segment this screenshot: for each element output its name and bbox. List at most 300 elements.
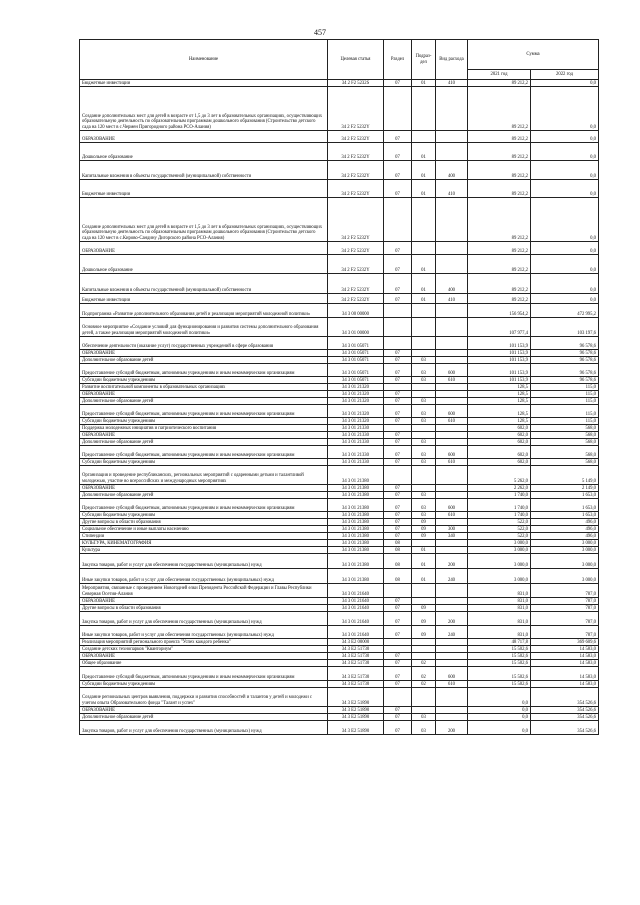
row-sum-2021: 15 502,6: [468, 653, 531, 660]
row-sum-2022: 496,0: [531, 533, 599, 540]
row-section: 08: [384, 540, 412, 547]
row-target-article: 34 3 01 21380: [328, 519, 384, 526]
row-expense-type: 240: [436, 569, 468, 584]
row-sum-2022: 354 526,6: [531, 688, 599, 707]
table-row: [80, 653, 599, 660]
table-body: [80, 80, 599, 735]
row-sum-2022: 3 000,0: [531, 540, 599, 547]
row-section: 07: [384, 714, 412, 721]
row-sum-2022: 115,0: [531, 418, 599, 425]
table-row: [80, 485, 599, 492]
row-target-article: 34 3 01 21640: [328, 626, 384, 639]
row-section: [384, 639, 412, 646]
row-target-article: 34 3 E2 51890: [328, 714, 384, 721]
row-sum-2021: 128,5: [468, 398, 531, 405]
row-subsection: [412, 466, 436, 485]
table-row: [80, 612, 599, 626]
row-sum-2022: 5 149,0: [531, 466, 599, 485]
row-expense-type: [436, 304, 468, 318]
row-expense-type: [436, 688, 468, 707]
row-section: 08: [384, 547, 412, 554]
row-subsection: 03: [412, 492, 436, 499]
row-section: 07: [384, 274, 412, 294]
row-sum-2021: 522,0: [468, 533, 531, 540]
row-sum-2022: 354 526,6: [531, 707, 599, 714]
row-section: 07: [384, 80, 412, 87]
table-row: [80, 681, 599, 688]
row-section: 07: [384, 131, 412, 143]
row-subsection: [412, 384, 436, 391]
row-target-article: 34 3 01 21640: [328, 584, 384, 598]
row-sum-2021: 3 000,0: [468, 554, 531, 569]
header-year-2022: 2022 год: [531, 70, 599, 80]
row-subsection: 09: [412, 533, 436, 540]
row-target-article: 34 3 01 05071: [328, 364, 384, 377]
row-target-article: 34 3 01 21380: [328, 547, 384, 554]
table-row: [80, 131, 599, 143]
row-sum-2021: 107 977,4: [468, 318, 531, 337]
row-sum-2022: 96 578,6: [531, 357, 599, 364]
row-expense-type: [436, 492, 468, 499]
row-sum-2022: 2 149,0: [531, 485, 599, 492]
row-subsection: 03: [412, 418, 436, 425]
row-sum-2021: 15 502,6: [468, 660, 531, 667]
row-subsection: 01: [412, 274, 436, 294]
row-expense-type: 600: [436, 499, 468, 512]
row-name: Субсидии бюджетным учреждениям: [80, 512, 328, 519]
row-target-article: 34 2 F2 5232Y: [328, 131, 384, 143]
row-subsection: 03: [412, 512, 436, 519]
row-expense-type: [436, 519, 468, 526]
row-section: 07: [384, 660, 412, 667]
row-subsection: 01: [412, 554, 436, 569]
row-sum-2022: 0,0: [531, 161, 599, 180]
row-section: 07: [384, 499, 412, 512]
row-name: Поддержка молодежных инициатив и патриотического воспитания: [80, 425, 328, 432]
row-sum-2021: 128,5: [468, 405, 531, 418]
row-sum-2021: 89 212,2: [468, 143, 531, 161]
row-name: Стипендии: [80, 533, 328, 540]
row-target-article: 34 3 01 21380: [328, 512, 384, 519]
table-row: [80, 499, 599, 512]
row-expense-type: [436, 198, 468, 242]
row-sum-2021: 89 212,2: [468, 161, 531, 180]
table-row: [80, 377, 599, 384]
table-row: [80, 721, 599, 735]
table-row: [80, 161, 599, 180]
row-expense-type: [436, 87, 468, 131]
row-subsection: [412, 350, 436, 357]
row-subsection: [412, 242, 436, 255]
table-row: [80, 626, 599, 639]
row-name: Общее образование: [80, 660, 328, 667]
row-subsection: 03: [412, 446, 436, 459]
row-section: 07: [384, 294, 412, 304]
row-sum-2022: 496,0: [531, 519, 599, 526]
row-sum-2022: 14 583,0: [531, 681, 599, 688]
table-row: [80, 707, 599, 714]
table-row: [80, 519, 599, 526]
row-target-article: 34 3 E2 51890: [328, 707, 384, 714]
row-name: Дополнительное образование детей: [80, 714, 328, 721]
row-name: Создание дополнительных мест для детей в возрасте от 1,5 до 3 лет в образовательных организациях, осуществляющих образовательную деятельность по образовательным программам дошкольного образования (Строительство детского сада на 120 мест в с.Кирово-Сандину Дигорского района РСО-Алания): [80, 198, 328, 242]
row-name: Предоставление субсидий бюджетным, автономным учреждениям и иным некоммерческим организациям: [80, 499, 328, 512]
row-name: Субсидии бюджетным учреждениям: [80, 377, 328, 384]
row-sum-2021: 831,0: [468, 584, 531, 598]
row-subsection: 03: [412, 721, 436, 735]
row-subsection: 03: [412, 364, 436, 377]
header-name: Наименование: [80, 40, 328, 80]
row-target-article: 34 2 F2 5232Y: [328, 87, 384, 131]
row-sum-2021: 0,0: [468, 707, 531, 714]
row-sum-2022: 568,0: [531, 446, 599, 459]
row-section: [384, 688, 412, 707]
row-sum-2022: 354 526,6: [531, 714, 599, 721]
row-section: 07: [384, 439, 412, 446]
row-target-article: 34 3 01 21320: [328, 405, 384, 418]
row-name: ОБРАЗОВАНИЕ: [80, 350, 328, 357]
row-name: Капитальные вложения в объекты государственной (муниципальной) собственности: [80, 161, 328, 180]
row-sum-2022: 0,0: [531, 294, 599, 304]
row-name: Субсидии бюджетным учреждениям: [80, 459, 328, 466]
row-name: Подпрограмма «Развитие дополнительного образования детей и реализация мероприятий молодежной политики»: [80, 304, 328, 318]
row-subsection: 01: [412, 255, 436, 274]
row-subsection: 03: [412, 398, 436, 405]
table-row: [80, 598, 599, 605]
row-section: 07: [384, 459, 412, 466]
row-name: Дополнительное образование детей: [80, 492, 328, 499]
row-subsection: 02: [412, 667, 436, 681]
row-sum-2022: 0,0: [531, 274, 599, 294]
table-row: [80, 405, 599, 418]
row-sum-2021: 15 502,6: [468, 681, 531, 688]
row-name: ОБРАЗОВАНИЕ: [80, 485, 328, 492]
row-sum-2022: 787,0: [531, 605, 599, 612]
row-subsection: 01: [412, 547, 436, 554]
row-subsection: [412, 688, 436, 707]
row-target-article: 34 3 E2 51730: [328, 653, 384, 660]
row-target-article: 34 3 01 21640: [328, 612, 384, 626]
table-row: [80, 357, 599, 364]
row-section: 07: [384, 391, 412, 398]
row-sum-2021: 522,0: [468, 526, 531, 533]
row-sum-2022: 1 653,0: [531, 512, 599, 519]
row-sum-2021: 128,5: [468, 418, 531, 425]
header-subsection: Подраз-дел: [412, 40, 436, 80]
row-section: 07: [384, 667, 412, 681]
row-subsection: 09: [412, 626, 436, 639]
row-sum-2021: 1 740,0: [468, 512, 531, 519]
row-sum-2022: 369 609,6: [531, 639, 599, 646]
row-target-article: 34 3 E2 51730: [328, 667, 384, 681]
row-section: 07: [384, 161, 412, 180]
table-row: [80, 274, 599, 294]
row-sum-2022: 1 653,0: [531, 492, 599, 499]
row-sum-2022: 14 583,0: [531, 653, 599, 660]
row-sum-2022: 115,0: [531, 398, 599, 405]
row-expense-type: [436, 131, 468, 143]
row-target-article: 34 3 01 21330: [328, 432, 384, 439]
table-row: [80, 540, 599, 547]
row-expense-type: 340: [436, 533, 468, 540]
row-sum-2022: 568,0: [531, 425, 599, 432]
row-sum-2022: 0,0: [531, 131, 599, 143]
row-name: ОБРАЗОВАНИЕ: [80, 432, 328, 439]
row-subsection: 02: [412, 660, 436, 667]
row-target-article: 34 3 01 21330: [328, 446, 384, 459]
row-name: Социальное обеспечение и иные выплаты населению: [80, 526, 328, 533]
row-subsection: 09: [412, 526, 436, 533]
row-subsection: [412, 198, 436, 242]
row-target-article: 34 2 F2 5232S: [328, 80, 384, 87]
row-subsection: [412, 639, 436, 646]
row-expense-type: [436, 391, 468, 398]
row-name: Создание региональных центров выявления, поддержки и развития способностей и талантов у детей и молодежи с учетом опыта Образовательного фонда "Талант и успех": [80, 688, 328, 707]
row-target-article: 34 3 E2 51730: [328, 660, 384, 667]
row-expense-type: [436, 350, 468, 357]
row-sum-2021: 522,0: [468, 519, 531, 526]
row-subsection: [412, 646, 436, 653]
row-target-article: 34 3 01 21380: [328, 554, 384, 569]
row-sum-2022: 354 526,6: [531, 721, 599, 735]
row-sum-2021: 101 153,9: [468, 337, 531, 350]
table-row: [80, 605, 599, 612]
row-name: Предоставление субсидий бюджетным, автономным учреждениям и иным некоммерческим организациям: [80, 667, 328, 681]
row-name: Реализация мероприятий регионального проекта "Успех каждого ребенка": [80, 639, 328, 646]
row-expense-type: [436, 646, 468, 653]
row-target-article: 34 3 01 21380: [328, 485, 384, 492]
row-expense-type: 400: [436, 161, 468, 180]
row-target-article: 34 2 F2 5232Y: [328, 255, 384, 274]
row-target-article: 34 3 01 21380: [328, 492, 384, 499]
row-section: 07: [384, 446, 412, 459]
row-subsection: [412, 87, 436, 131]
table-row: [80, 198, 599, 242]
row-sum-2021: 1 740,0: [468, 499, 531, 512]
row-expense-type: [436, 605, 468, 612]
row-name: ОБРАЗОВАНИЕ: [80, 653, 328, 660]
row-sum-2021: 89 212,2: [468, 87, 531, 131]
row-sum-2021: 3 000,0: [468, 569, 531, 584]
row-sum-2021: 0,0: [468, 721, 531, 735]
row-subsection: 03: [412, 377, 436, 384]
table-row: [80, 318, 599, 337]
row-section: [384, 425, 412, 432]
row-name: Развитие воспитательной компоненты в образовательных организациях: [80, 384, 328, 391]
row-sum-2022: 0,0: [531, 198, 599, 242]
row-subsection: [412, 425, 436, 432]
row-sum-2021: 128,5: [468, 391, 531, 398]
row-sum-2022: 96 578,6: [531, 377, 599, 384]
row-section: 07: [384, 405, 412, 418]
row-subsection: 09: [412, 519, 436, 526]
row-name: ОБРАЗОВАНИЕ: [80, 131, 328, 143]
row-sum-2021: 101 153,9: [468, 350, 531, 357]
row-name: Бюджетные инвестиции: [80, 294, 328, 304]
row-section: 07: [384, 357, 412, 364]
row-sum-2021: 15 502,6: [468, 646, 531, 653]
row-sum-2021: 2 262,0: [468, 485, 531, 492]
row-sum-2021: 3 000,0: [468, 547, 531, 554]
row-sum-2021: 0,0: [468, 714, 531, 721]
row-sum-2022: 96 578,6: [531, 364, 599, 377]
row-target-article: 34 3 01 00000: [328, 318, 384, 337]
row-subsection: 01: [412, 180, 436, 198]
row-target-article: 34 3 01 21380: [328, 533, 384, 540]
row-subsection: [412, 391, 436, 398]
row-section: 07: [384, 180, 412, 198]
row-sum-2022: 0,0: [531, 143, 599, 161]
row-section: 07: [384, 418, 412, 425]
row-name: Организация и проведение республиканских, региональных мероприятий с одаренными детьми и талантливой молодежью, участие во всероссийских и международных мероприятиях: [80, 466, 328, 485]
row-target-article: 34 2 F2 5232Y: [328, 161, 384, 180]
row-expense-type: [436, 485, 468, 492]
row-name: Капитальные вложения в объекты государственной (муниципальной) собственности: [80, 274, 328, 294]
row-expense-type: 600: [436, 667, 468, 681]
row-sum-2022: 115,0: [531, 405, 599, 418]
row-section: 07: [384, 492, 412, 499]
row-name: Дошкольное образование: [80, 143, 328, 161]
row-target-article: 34 3 E2 51890: [328, 721, 384, 735]
table-row: [80, 425, 599, 432]
table-row: [80, 492, 599, 499]
row-expense-type: [436, 425, 468, 432]
row-section: 07: [384, 612, 412, 626]
row-sum-2021: 831,0: [468, 605, 531, 612]
row-sum-2022: 0,0: [531, 255, 599, 274]
row-target-article: 34 3 01 21380: [328, 540, 384, 547]
row-target-article: 34 3 01 21320: [328, 398, 384, 405]
table-row: [80, 660, 599, 667]
row-name: Мероприятия, связанные с проведением Новогодней елки Президента Российской Федерации и Главы Республики Северная Осетия-Алания: [80, 584, 328, 598]
table-row: [80, 304, 599, 318]
row-name: Иные закупки товаров, работ и услуг для обеспечения государственных (муниципальных) нужд: [80, 569, 328, 584]
row-expense-type: 600: [436, 446, 468, 459]
table-row: [80, 143, 599, 161]
table-row: [80, 242, 599, 255]
row-target-article: 34 3 E2 51890: [328, 688, 384, 707]
header-expense-type: Вид расхода: [436, 40, 468, 80]
row-expense-type: [436, 432, 468, 439]
row-name: Создание дополнительных мест для детей в возрасте от 1,5 до 3 лет в образовательных организациях, осуществляющих образовательную деятельность по образовательным программам дошкольного образования (Строительство детского сада на 120 мест в с.Чермен Пригородного района РСО-Алания): [80, 87, 328, 131]
row-expense-type: 410: [436, 294, 468, 304]
row-section: 07: [384, 143, 412, 161]
row-target-article: 34 2 F2 5232Y: [328, 242, 384, 255]
row-sum-2021: 3 000,0: [468, 540, 531, 547]
row-name: ОБРАЗОВАНИЕ: [80, 391, 328, 398]
row-expense-type: 610: [436, 459, 468, 466]
row-sum-2021: 89 212,2: [468, 242, 531, 255]
row-expense-type: 410: [436, 180, 468, 198]
row-sum-2022: 496,0: [531, 526, 599, 533]
row-section: 07: [384, 350, 412, 357]
row-name: Основное мероприятие «Создание условий для функционирования и развития системы дополнительного образования детей, а также реализация мероприятий молодежной политики»: [80, 318, 328, 337]
row-target-article: 34 3 01 21380: [328, 526, 384, 533]
row-target-article: 34 3 01 21320: [328, 418, 384, 425]
row-expense-type: 600: [436, 364, 468, 377]
row-target-article: 34 3 01 21640: [328, 598, 384, 605]
row-section: [384, 384, 412, 391]
row-target-article: 34 3 01 21380: [328, 569, 384, 584]
table-row: [80, 80, 599, 87]
row-expense-type: [436, 357, 468, 364]
row-name: Обеспечение деятельности (оказание услуг) государственных учреждений в сфере образования: [80, 337, 328, 350]
table-row: [80, 446, 599, 459]
table-row: [80, 466, 599, 485]
row-expense-type: 200: [436, 612, 468, 626]
row-subsection: 03: [412, 357, 436, 364]
row-target-article: 34 2 F2 5232Y: [328, 180, 384, 198]
row-subsection: [412, 485, 436, 492]
row-expense-type: [436, 242, 468, 255]
row-name: Предоставление субсидий бюджетным, автономным учреждениям и иным некоммерческим организациям: [80, 446, 328, 459]
row-expense-type: [436, 439, 468, 446]
row-target-article: 34 2 F2 5232Y: [328, 294, 384, 304]
table-row: [80, 547, 599, 554]
row-sum-2021: 602,0: [468, 432, 531, 439]
row-sum-2022: 0,0: [531, 180, 599, 198]
table-row: [80, 667, 599, 681]
table-row: [80, 439, 599, 446]
row-name: Бюджетные инвестиции: [80, 180, 328, 198]
table-row: [80, 350, 599, 357]
row-target-article: 34 3 01 21640: [328, 605, 384, 612]
row-sum-2021: 89 212,2: [468, 180, 531, 198]
row-section: [384, 198, 412, 242]
row-target-article: 34 2 F2 5232Y: [328, 143, 384, 161]
row-section: [384, 584, 412, 598]
row-sum-2021: 602,0: [468, 425, 531, 432]
row-subsection: 01: [412, 569, 436, 584]
row-expense-type: 200: [436, 554, 468, 569]
row-sum-2022: 472 995,2: [531, 304, 599, 318]
row-sum-2021: 5 262,0: [468, 466, 531, 485]
row-name: КУЛЬТУРА, КИНЕМАТОГРАФИЯ: [80, 540, 328, 547]
row-target-article: 34 3 01 21330: [328, 425, 384, 432]
row-section: 07: [384, 653, 412, 660]
row-name: ОБРАЗОВАНИЕ: [80, 598, 328, 605]
row-expense-type: [436, 540, 468, 547]
row-sum-2022: 787,0: [531, 584, 599, 598]
row-sum-2022: 3 000,0: [531, 547, 599, 554]
row-target-article: 34 3 01 21380: [328, 466, 384, 485]
row-sum-2022: 14 583,0: [531, 646, 599, 653]
row-expense-type: [436, 714, 468, 721]
row-name: Субсидии бюджетным учреждениям: [80, 681, 328, 688]
row-subsection: [412, 432, 436, 439]
row-name: Дошкольное образование: [80, 255, 328, 274]
row-name: Закупка товаров, работ и услуг для обеспечения государственных (муниципальных) нужд: [80, 612, 328, 626]
row-sum-2021: 89 212,2: [468, 131, 531, 143]
row-expense-type: [436, 384, 468, 391]
table-row: [80, 569, 599, 584]
row-subsection: 03: [412, 499, 436, 512]
row-expense-type: 240: [436, 626, 468, 639]
row-sum-2022: 3 000,0: [531, 569, 599, 584]
table-row: [80, 526, 599, 533]
row-target-article: 34 3 01 05071: [328, 350, 384, 357]
row-sum-2022: 115,0: [531, 391, 599, 398]
row-sum-2022: 3 000,0: [531, 554, 599, 569]
row-section: 08: [384, 569, 412, 584]
row-section: 07: [384, 512, 412, 519]
row-subsection: 02: [412, 681, 436, 688]
row-expense-type: 300: [436, 526, 468, 533]
row-subsection: 03: [412, 459, 436, 466]
row-expense-type: [436, 707, 468, 714]
row-section: 07: [384, 398, 412, 405]
row-subsection: 03: [412, 405, 436, 418]
